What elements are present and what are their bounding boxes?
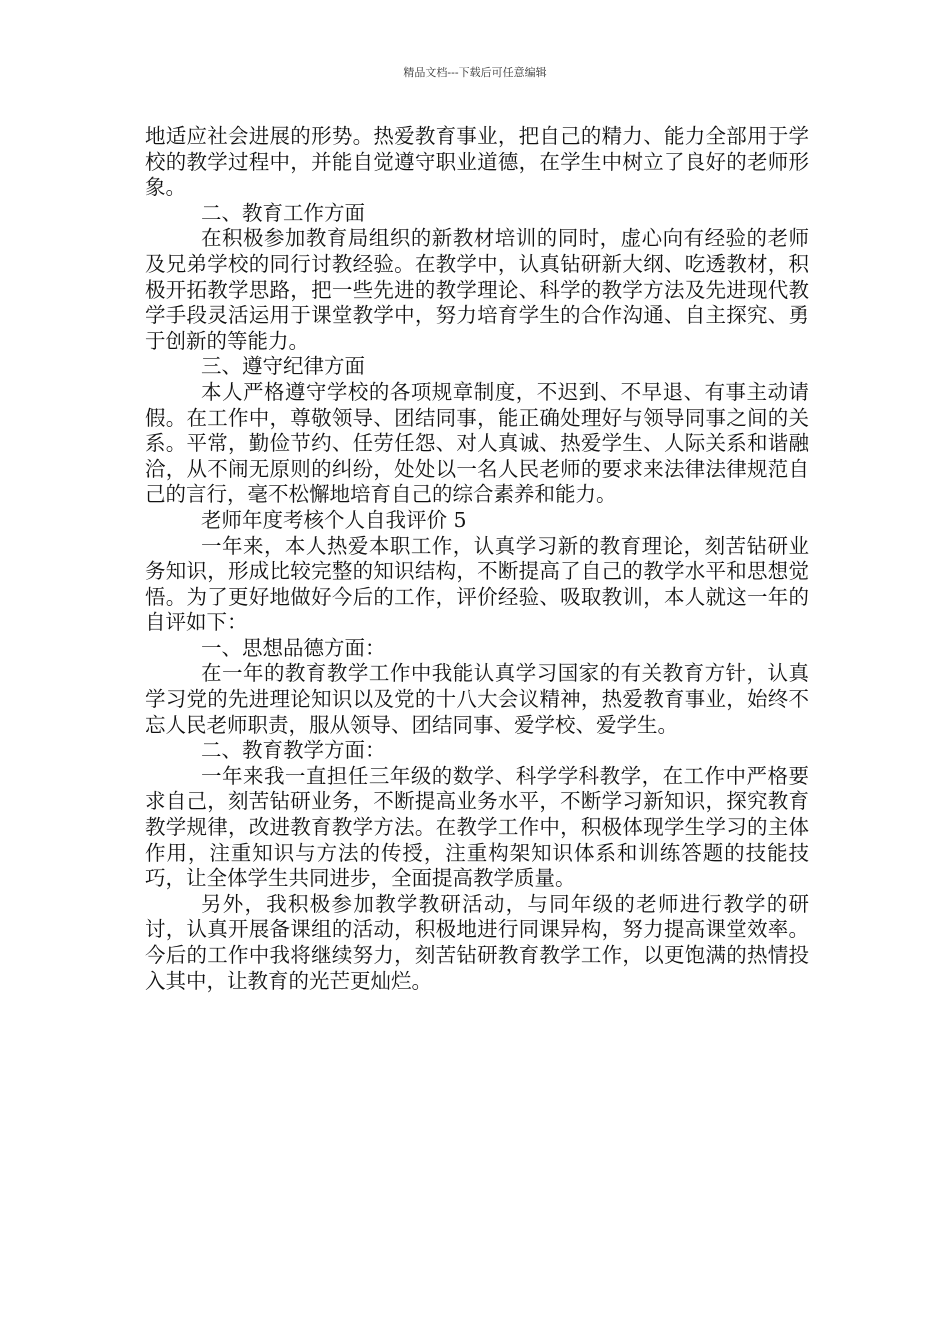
article-title-5: 老师年度考核个人自我评价 5	[201, 507, 467, 532]
paragraph-moral: 在一年的教育教学工作中我能认真学习国家的有关教育方针，认真学习党的先进理论知识以及党的十八大会议精神，热爱教育事业，始终不忘人民老师职责，服从领导、团结同事、爱学校、爱学生。	[145, 661, 809, 737]
section-heading-discipline: 三、遵守纪律方面	[201, 354, 365, 379]
section-heading-moral: 一、思想品德方面：	[201, 635, 386, 660]
paragraph-education: 一年来我一直担任三年级的数学、科学学科教学，在工作中严格要求自己，刻苦钻研业务，不断提高业务水平，不断学习新知识，探究教育教学规律，改进教育教学方法。在教学工作中，积极体现学生学习的主体作用，注重知识与方法的传授，注重构架知识体系和训练答题的技能技巧，让全体学生共同进步，全面提高教学质量。	[145, 763, 809, 891]
paragraph-1: 地适应社会进展的形势。热爱教育事业，把自己的精力、能力全部用于学校的教学过程中，并能自觉遵守职业道德，在学生中树立了良好的老师形象。	[145, 124, 809, 200]
page-header: 精品文档---下载后可任意编辑	[403, 66, 547, 79]
paragraph-intro-5: 一年来，本人热爱本职工作，认真学习新的教育理论，刻苦钻研业务知识，形成比较完整的知识结构，不断提高了自己的教学水平和思想觉悟。为了更好地做好今后的工作，评价经验、吸取教训，本人就这一年的自评如下：	[145, 533, 809, 635]
paragraph-discipline: 本人严格遵守学校的各项规章制度，不迟到、不早退、有事主动请假。在工作中，尊敬领导、团结同事，能正确处理好与领导同事之间的关系。平常，勤俭节约、任劳任怨、对人真诚、热爱学生、人际关系和谐融洽，从不闹无原则的纠纷，处处以一名人民老师的要求来法律法律规范自己的言行，毫不松懈地培育自己的综合素养和能力。	[145, 379, 809, 507]
paragraph-teaching-work: 在积极参加教育局组织的新教材培训的同时，虚心向有经验的老师及兄弟学校的同行讨教经验。在教学中，认真钻研新大纲、吃透教材，积极开拓教学思路，把一些先进的教学理论、科学的教学方法及先进现代教学手段灵活运用于课堂教学中，努力培育学生的合作沟通、自主探究、勇于创新的等能力。	[145, 226, 809, 353]
document-body	[145, 124, 809, 994]
section-heading-teaching-work: 二、教育工作方面	[201, 200, 365, 225]
section-heading-education: 二、教育教学方面：	[201, 738, 386, 763]
paragraph-research: 另外，我积极参加教学教研活动，与同年级的老师进行教学的研讨，认真开展备课组的活动，积极地进行同课异构，努力提高课堂效率。今后的工作中我将继续努力，刻苦钻研教育教学工作，以更饱满的热情投入其中，让教育的光芒更灿烂。	[145, 891, 809, 993]
